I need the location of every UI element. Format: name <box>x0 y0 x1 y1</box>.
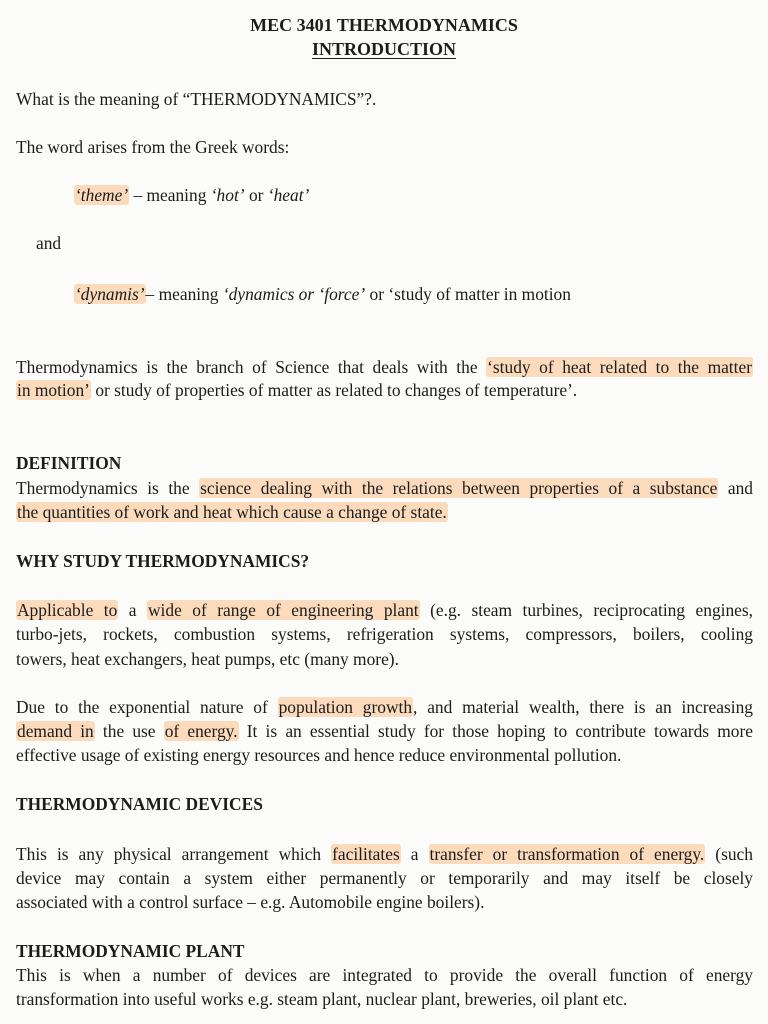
dynamis-definition: ‘dynamis’– meaning ‘dynamics or ‘force’ or ‘study of matter in motion <box>75 284 571 304</box>
word-origin: The word arises from the Greek words: <box>16 137 290 157</box>
definition-line-1: Thermodynamics is the science dealing with the relations between properties of a substance and <box>16 478 753 498</box>
and-connector: and <box>36 233 62 253</box>
course-title: MEC 3401 THERMODYNAMICS <box>250 15 518 35</box>
why-p1-line-2: turbo-jets, rockets, combustion systems, refrigeration systems, compressors, boilers, cooling <box>16 624 753 644</box>
plant-heading: THERMODYNAMIC PLANT <box>16 941 245 961</box>
plant-line-2: transformation into useful works e.g. steam plant, nuclear plant, breweries, oil plant etc. <box>16 989 628 1009</box>
intro-question: What is the meaning of “THERMODYNAMICS”?. <box>16 89 377 109</box>
why-heading: WHY STUDY THERMODYNAMICS? <box>16 551 310 571</box>
overview-line-1: Thermodynamics is the branch of Science that deals with the ‘study of heat related to the matter <box>16 357 752 377</box>
theme-definition: ‘theme’ – meaning ‘hot’ or ‘heat’ <box>75 185 310 205</box>
devices-line-1: This is any physical arrangement which facilitates a transfer or transformation of energy. (such <box>16 844 753 864</box>
why-p2-line-3: effective usage of existing energy resources and hence reduce environmental pollution. <box>16 745 622 765</box>
section-title: INTRODUCTION <box>311 39 457 59</box>
why-p1-line-1: Applicable to a wide of range of engineering plant (e.g. steam turbines, reciprocating engines, <box>17 600 754 620</box>
theme-word: ‘theme’ <box>75 185 129 205</box>
why-p2-line-1: Due to the exponential nature of population growth, and material wealth, there is an increasing <box>16 697 753 717</box>
why-p1-line-3: towers, heat exchangers, heat pumps, etc (many more). <box>16 649 399 669</box>
why-p2-line-2: demand in the use of energy. It is an essential study for those hoping to contribute towards more <box>17 721 753 741</box>
plant-line-1: This is when a number of devices are integrated to provide the overall function of energy <box>16 965 753 985</box>
devices-line-2: device may contain a system either permanently or temporarily and may itself be closely <box>16 868 753 888</box>
devices-heading: THERMODYNAMIC DEVICES <box>16 794 263 814</box>
devices-line-3: associated with a control surface – e.g. Automobile engine boilers). <box>16 892 485 912</box>
definition-heading: DEFINITION <box>16 453 122 473</box>
overview-line-2: in motion’ or study of properties of matter as related to changes of temperature’. <box>17 380 578 400</box>
dynamis-word: ‘dynamis’ <box>75 284 145 304</box>
definition-line-2: the quantities of work and heat which cause a change of state. <box>17 502 447 522</box>
